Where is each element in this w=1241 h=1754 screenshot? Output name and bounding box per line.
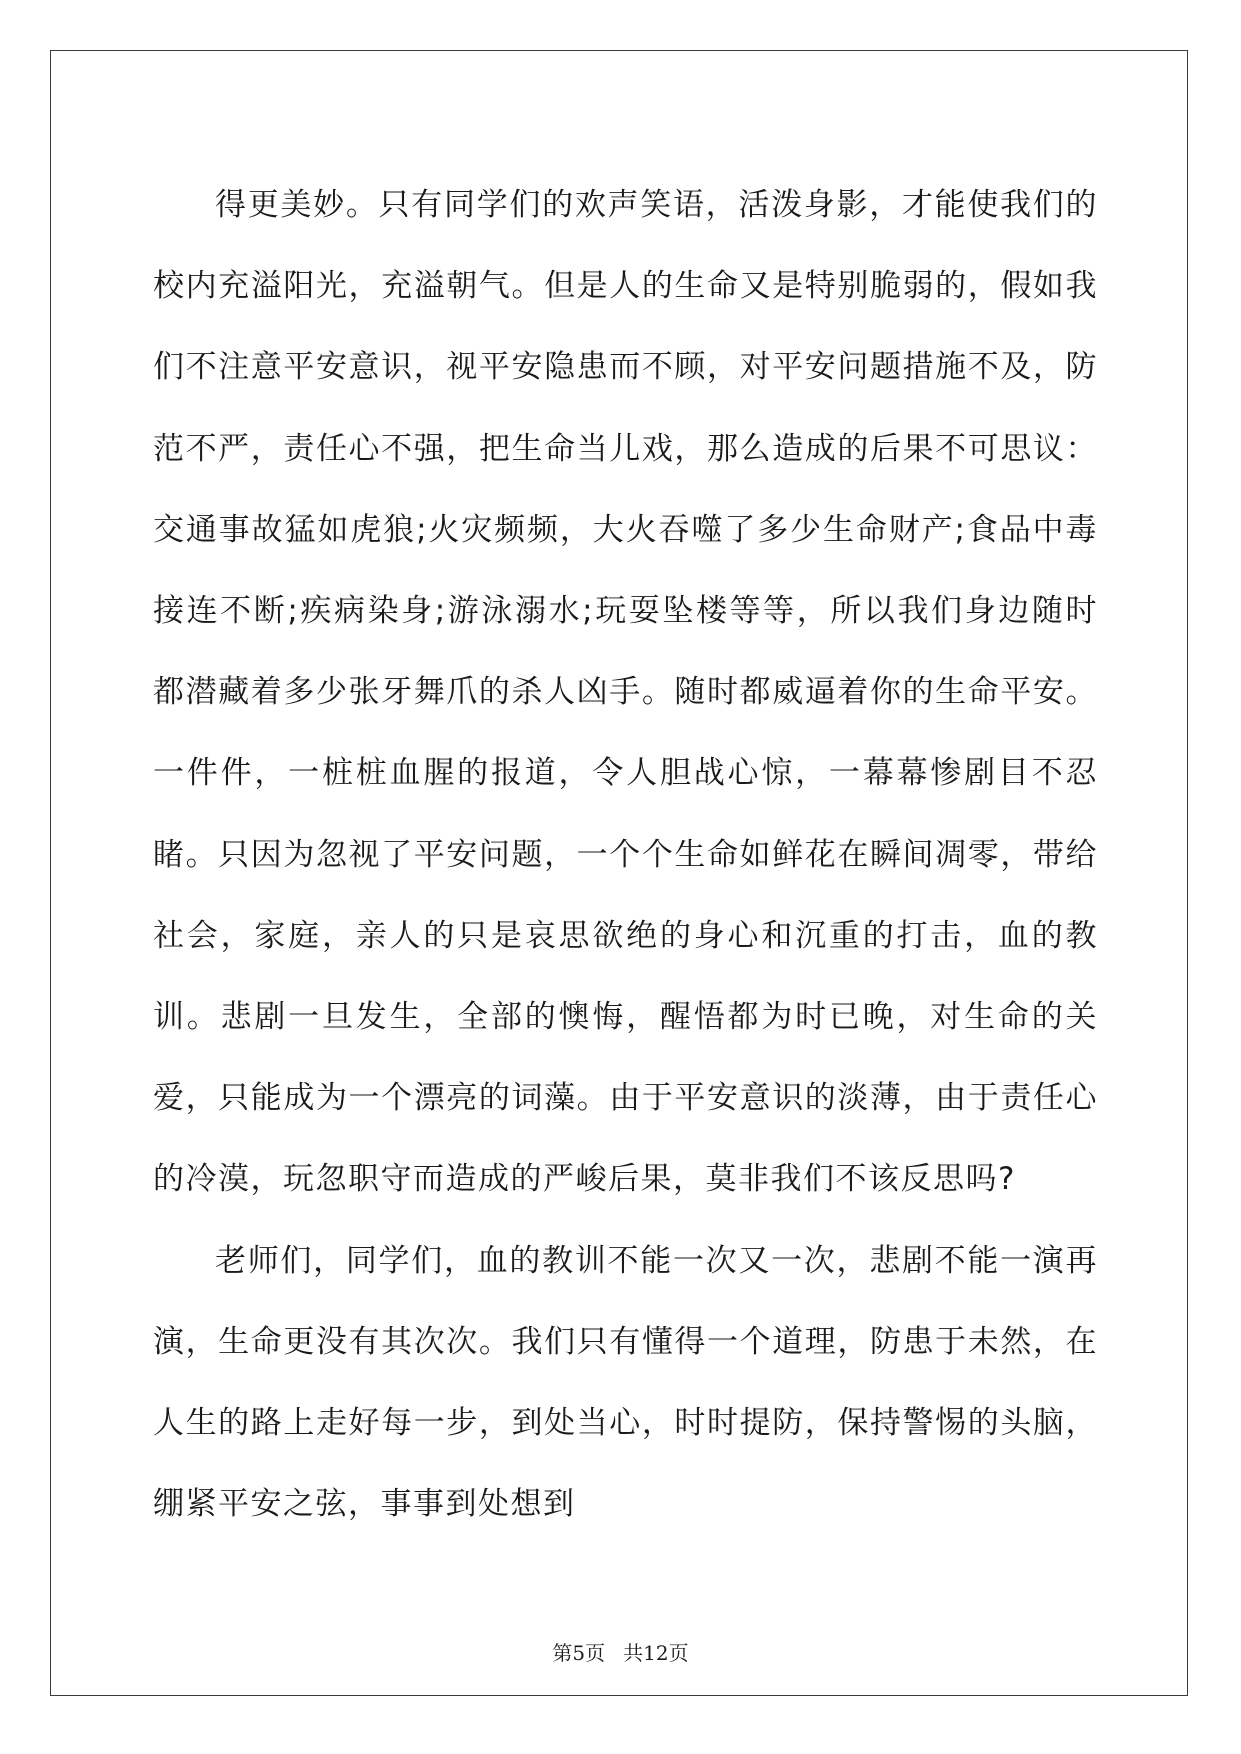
page-number-current: 第5页: [552, 1641, 606, 1665]
page-number-total: 共12页: [623, 1641, 689, 1665]
paragraph-2: 老师们，同学们，血的教训不能一次又一次，悲剧不能一演再演，生命更没有其次次。我们只有懂得一个道理，防患于未然，在人生的路上走好每一步，到处当心，时时提防，保持警惕的头脑，绷紧平安之弦，事事到处想到: [153, 1242, 1098, 1523]
page-footer: [0, 1637, 1241, 1666]
document-body: [153, 165, 1098, 1545]
paragraph-1: 得更美妙。只有同学们的欢声笑语，活泼身影，才能使我们的校内充溢阳光，充溢朝气。但是人的生命又是特别脆弱的，假如我们不注意平安意识，视平安隐患而不顾，对平安问题措施不及，防范不严，责任心不强，把生命当儿戏，那么造成的后果不可思议：交通事故猛如虎狼;火灾频频，大火吞噬了多少生命财产;食品中毒接连不断;疾病染身;游泳溺水;玩耍坠楼等等，所以我们身边随时都潜藏着多少张牙舞爪的杀人凶手。随时都威逼着你的生命平安。一件件，一桩桩血腥的报道，令人胆战心惊，一幕幕惨剧目不忍睹。只因为忽视了平安问题，一个个生命如鲜花在瞬间凋零，带给社会，家庭，亲人的只是哀思欲绝的身心和沉重的打击，血的教训。悲剧一旦发生，全部的懊悔，醒悟都为时已晚，对生命的关爱，只能成为一个漂亮的词藻。由于平安意识的淡薄，由于责任心的冷漠，玩忽职守而造成的严峻后果，莫非我们不该反思吗?: [153, 187, 1098, 1198]
